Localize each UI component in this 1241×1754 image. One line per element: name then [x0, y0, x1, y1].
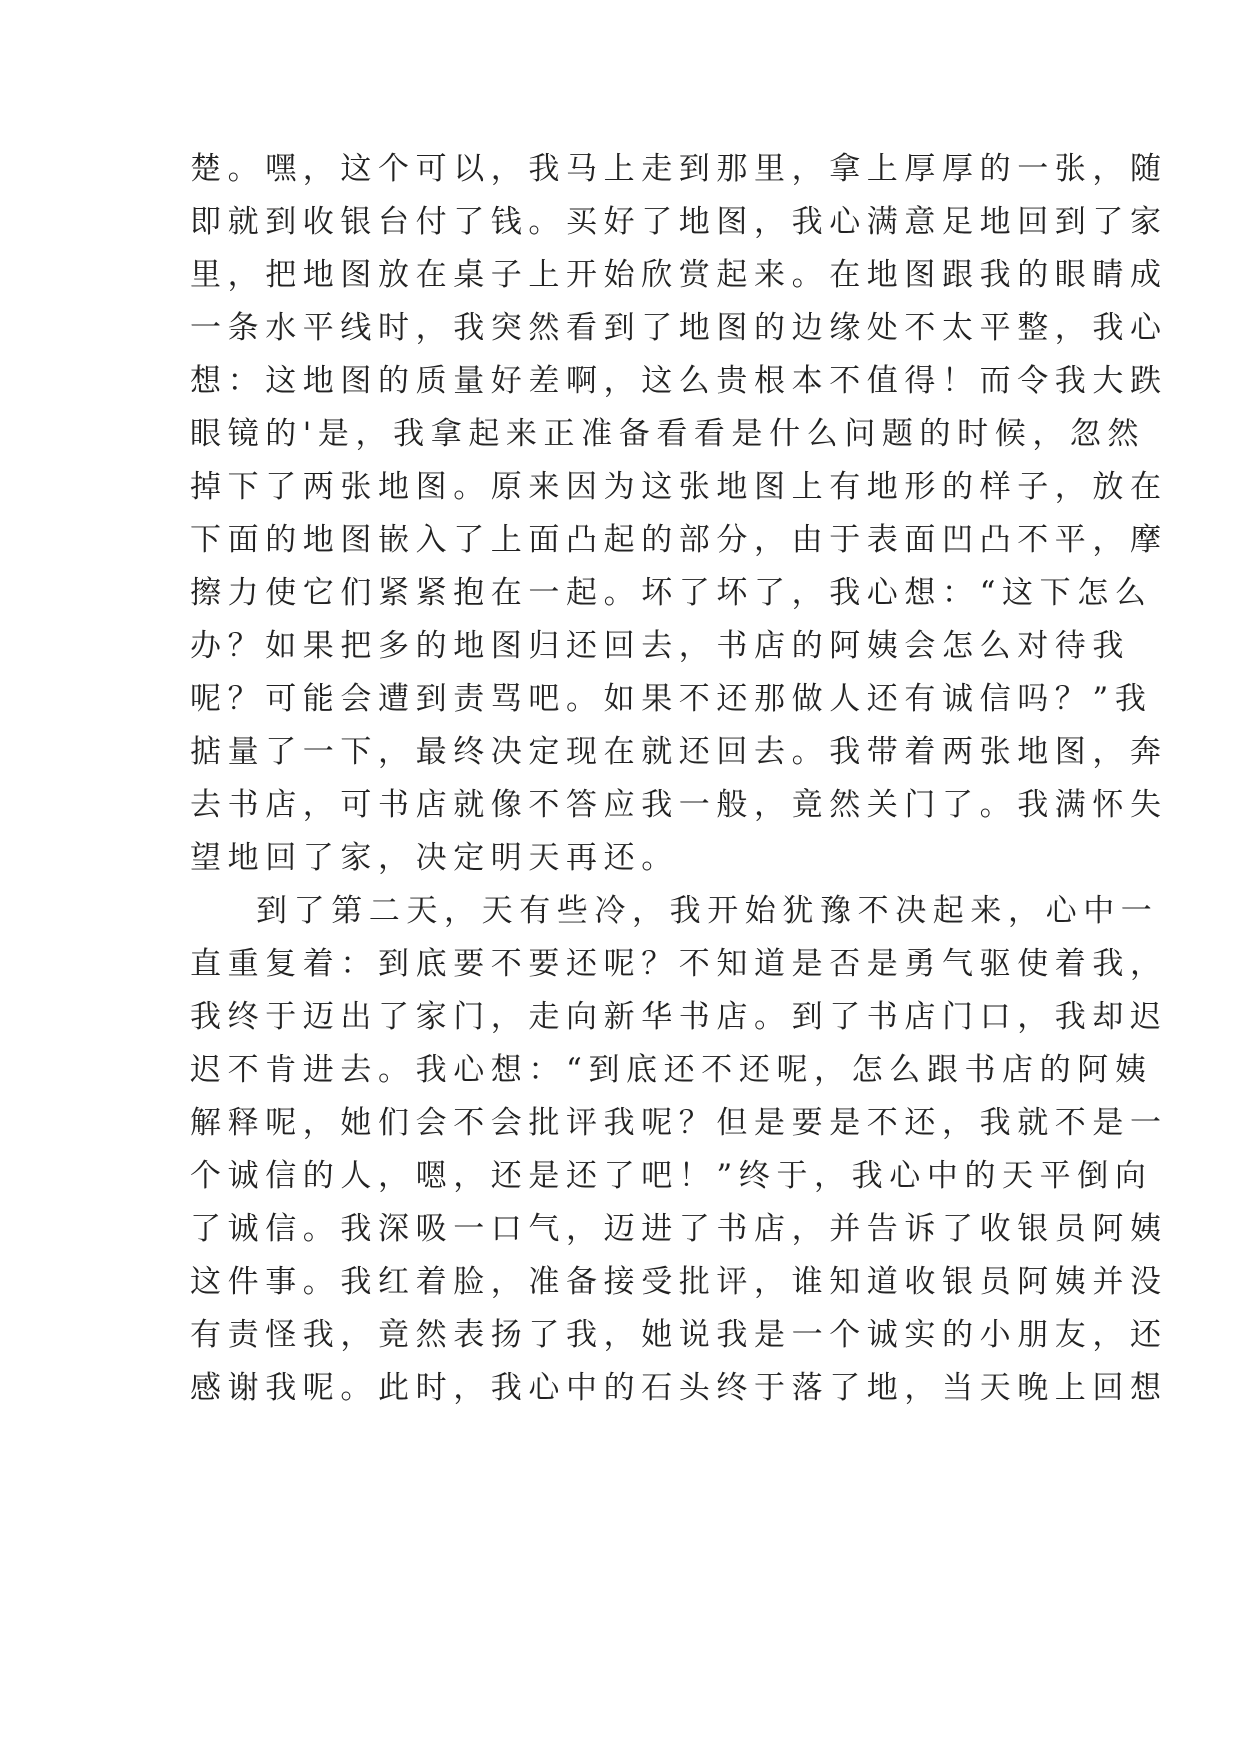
text-line: 即就到收银台付了钱。买好了地图，我心满意足地回到了家	[190, 204, 1168, 240]
text-line: 去书店，可书店就像不答应我一般，竟然关门了。我满怀失	[190, 787, 1168, 823]
text-line: 我终于迈出了家门，走向新华书店。到了书店门口，我却迟	[190, 999, 1168, 1035]
text-line: 下面的地图嵌入了上面凸起的部分，由于表面凹凸不平，摩	[190, 522, 1168, 558]
paragraph-first-line: 到了第二天，天有些冷，我开始犹豫不决起来，心中一	[256, 893, 1159, 929]
text-line: 望地回了家，决定明天再还。	[190, 840, 679, 876]
text-line: 眼镜的'是，我拿起来正准备看看是什么问题的时候，忽然	[190, 416, 1146, 452]
text-line: 掉下了两张地图。原来因为这张地图上有地形的样子，放在	[190, 469, 1168, 505]
text-line: 有责怪我，竟然表扬了我，她说我是一个诚实的小朋友，还	[190, 1317, 1168, 1353]
text-line: 了诚信。我深吸一口气，迈进了书店，并告诉了收银员阿姨	[190, 1211, 1168, 1247]
text-line: 办？如果把多的地图归还回去，书店的阿姨会怎么对待我	[190, 628, 1130, 664]
text-line: 里，把地图放在桌子上开始欣赏起来。在地图跟我的眼睛成	[190, 257, 1168, 293]
text-line: 一条水平线时，我突然看到了地图的边缘处不太平整，我心	[190, 310, 1168, 346]
text-line: 解释呢，她们会不会批评我呢？但是要是不还，我就不是一	[190, 1105, 1168, 1141]
text-line: 擦力使它们紧紧抱在一起。坏了坏了，我心想：“这下怎么	[190, 575, 1153, 611]
text-line: 呢？可能会遭到责骂吧。如果不还那做人还有诚信吗？”我	[190, 681, 1153, 717]
text-line: 这件事。我红着脸，准备接受批评，谁知道收银员阿姨并没	[190, 1264, 1168, 1300]
text-line: 感谢我呢。此时，我心中的石头终于落了地，当天晚上回想	[190, 1370, 1168, 1406]
text-line: 直重复着：到底要不要还呢？不知道是否是勇气驱使着我，	[190, 946, 1168, 982]
text-line: 想：这地图的质量好差啊，这么贵根本不值得！而令我大跌	[190, 363, 1168, 399]
text-line: 掂量了一下，最终决定现在就还回去。我带着两张地图，奔	[190, 734, 1168, 770]
text-line: 楚。嘿，这个可以，我马上走到那里，拿上厚厚的一张，随	[190, 151, 1168, 187]
text-line: 迟不肯进去。我心想：“到底还不还呢，怎么跟书店的阿姨	[190, 1052, 1153, 1088]
text-line: 个诚信的人，嗯，还是还了吧！”终于，我心中的天平倒向	[190, 1158, 1153, 1194]
